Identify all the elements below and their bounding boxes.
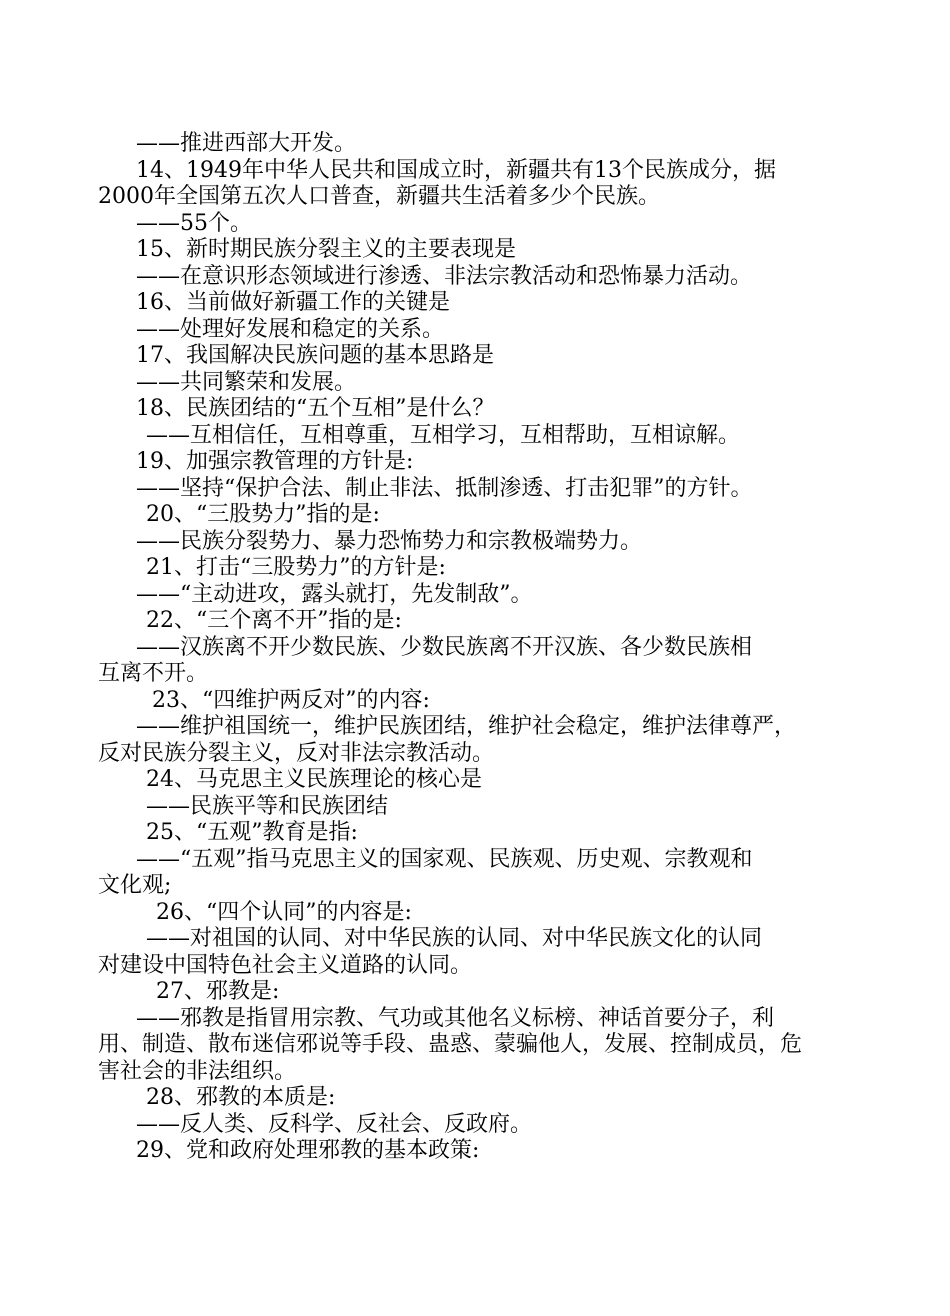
question-line: 22、“三个离不开”指的是: — [146, 608, 402, 633]
answer-line-cont: 文化观; — [98, 873, 172, 898]
question-line: 20、“三股势力”指的是: — [146, 502, 380, 527]
answer-line-cont: 害社会的非法组织。 — [98, 1058, 297, 1084]
question-line: 21、打击“三股势力”的方针是: — [146, 555, 446, 580]
answer-line-cont: 用、制造、散布迷信邪说等手段、蛊惑、蒙骗他人，发展、控制成员，危 — [98, 1032, 803, 1057]
answer-line: ——推进西部大开发。 — [136, 131, 357, 156]
question-line: 15、新时期民族分裂主义的主要表现是 — [136, 237, 516, 262]
question-line: 16、当前做好新疆工作的关键是 — [136, 290, 450, 315]
answer-line-cont: 反对民族分裂主义，反对非法宗教活动。 — [98, 740, 495, 766]
answer-line: ——坚持“保护合法、制止非法、抵制渗透、打击犯罪”的方针。 — [136, 475, 753, 501]
answer-line: ——“主动进攻，露头就打，先发制敌”。 — [136, 581, 533, 607]
answer-line: ——对祖国的认同、对中华民族的认同、对中华民族文化的认同 — [146, 926, 763, 951]
answer-line: ——邪教是指冒用宗教、气功或其他名义标榜、神话首要分子，利 — [136, 1005, 775, 1031]
answer-line: ——在意识形态领域进行渗透、非法宗教活动和恐怖暴力活动。 — [136, 263, 753, 289]
question-line: 27、邪教是: — [156, 979, 280, 1004]
answer-line: ——共同繁荣和发展。 — [136, 369, 357, 395]
answer-line: ——汉族离不开少数民族、少数民族离不开汉族、各少数民族相 — [136, 634, 753, 660]
answer-line: ——处理好发展和稳定的关系。 — [136, 316, 445, 342]
document-body — [98, 131, 858, 1165]
answer-line: ——民族分裂势力、暴力恐怖势力和宗教极端势力。 — [136, 528, 643, 554]
answer-line-cont: 对建设中国特色社会主义道路的认同。 — [98, 952, 473, 978]
question-line: 29、党和政府处理邪教的基本政策: — [136, 1138, 480, 1163]
question-line: 26、“四个认同”的内容是: — [156, 899, 412, 925]
question-line: 24、马克思主义民族理论的核心是 — [146, 767, 482, 792]
question-line: 19、加强宗教管理的方针是: — [136, 449, 414, 474]
answer-line: ——反人类、反科学、反社会、反政府。 — [136, 1111, 533, 1137]
answer-line: ——民族平等和民族团结 — [146, 793, 389, 819]
question-line: 14、1949年中华人民共和国成立时，新疆共有13个民族成分，据 — [136, 157, 776, 183]
question-line-cont: 2000年全国第五次人口普查，新疆共生活着多少个民族。 — [98, 184, 660, 209]
question-line: 25、“五观”教育是指: — [146, 820, 358, 845]
question-line: 18、民族团结的“五个互相”是什么？ — [136, 396, 495, 421]
question-line: 28、邪教的本质是: — [146, 1085, 336, 1110]
answer-line: ——互相信任，互相尊重，互相学习，互相帮助，互相谅解。 — [146, 422, 741, 448]
question-line: 23、“四维护两反对”的内容: — [152, 687, 430, 713]
answer-line-cont: 互离不开。 — [98, 661, 209, 686]
answer-line: ——55个。 — [136, 210, 252, 236]
answer-line: ——维护祖国统一，维护民族团结，维护社会稳定，维护法律尊严， — [136, 714, 797, 739]
answer-line: ——“五观”指马克思主义的国家观、民族观、历史观、宗教观和 — [136, 846, 753, 872]
question-line: 17、我国解决民族问题的基本思路是 — [136, 343, 494, 368]
